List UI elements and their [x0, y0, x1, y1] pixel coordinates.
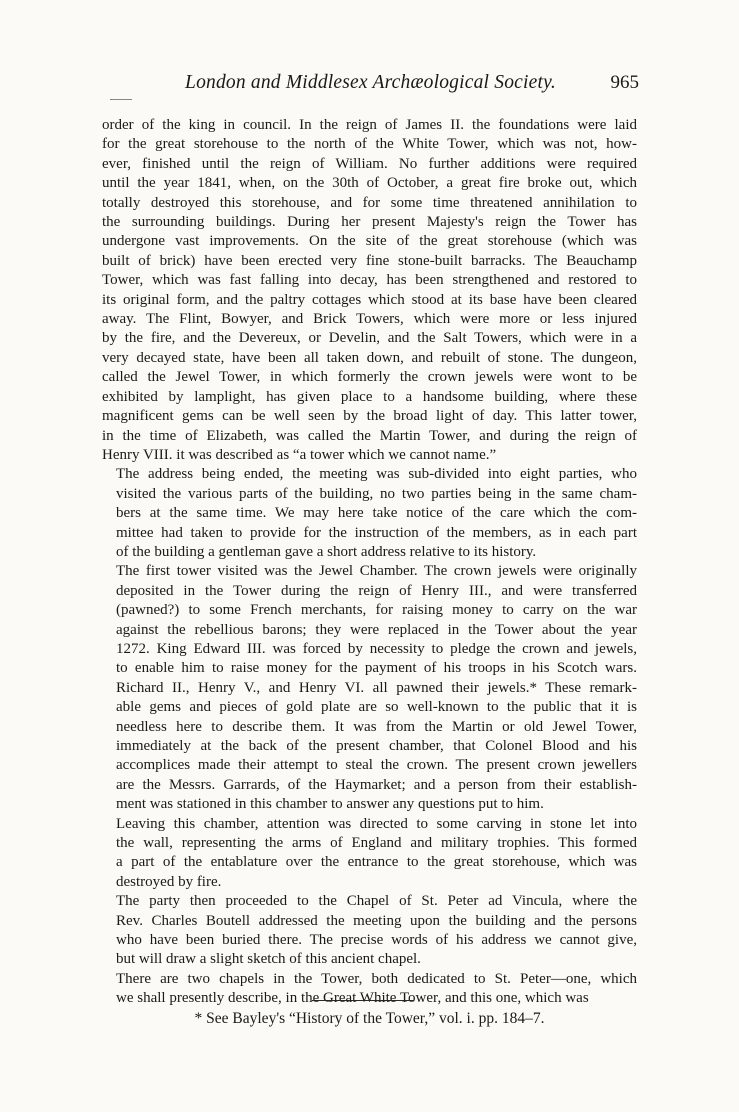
text-line: bers at the same time. We may here take notice of the care which the com-: [116, 505, 637, 522]
text-line: ever, finished until the reign of William. No further additions were required: [102, 155, 637, 172]
paragraph: [102, 116, 637, 465]
text-line: who have been buried there. The precise words of his address we cannot give,: [116, 932, 637, 949]
running-header: [102, 72, 639, 102]
text-line: the surrounding buildings. During her present Majesty's reign the Tower has: [102, 214, 637, 231]
text-line: but will draw a slight sketch of this ancient chapel.: [116, 951, 421, 968]
text-line: undergone vast improvements. On the site of the great storehouse (which was: [102, 233, 637, 250]
paragraph: [102, 815, 637, 893]
text-line: until the year 1841, when, on the 30th of October, a great fire broke out, which: [102, 175, 637, 192]
text-line: There are two chapels in the Tower, both dedicated to St. Peter—one, which: [116, 970, 637, 987]
text-line: we shall presently describe, in the Great White Tower, and this one, which was: [116, 990, 589, 1007]
text-line: The first tower visited was the Jewel Chamber. The crown jewels were originally: [116, 563, 637, 580]
text-line: the wall, representing the arms of England and military trophies. This formed: [116, 835, 637, 852]
text-line: order of the king in council. In the reign of James II. the foundations were laid: [102, 117, 637, 133]
text-line: needless here to describe them. It was from the Martin or old Jewel Tower,: [116, 718, 637, 735]
running-title: London and Middlesex Archæological Society.: [185, 72, 556, 93]
text-line: Rev. Charles Boutell addressed the meeting upon the building and the persons: [116, 912, 637, 929]
text-line: accomplices made their attempt to steal the crown. The present crown jewellers: [116, 757, 637, 774]
text-line: of the building a gentleman gave a short address relative to its history.: [116, 543, 537, 560]
text-line: a part of the entablature over the entrance to the great storehouse, which was: [116, 854, 637, 871]
paragraph: [102, 465, 637, 562]
text-line: in the time of Elizabeth, was called the Martin Tower, and during the reign of: [102, 427, 637, 444]
text-line: immediately at the back of the present chamber, that Colonel Blood and his: [116, 738, 637, 754]
text-line: magnificent gems can be well seen by the broad light of day. This latter tower,: [102, 408, 637, 425]
text-line: ment was stationed in this chamber to answer any questions put to him.: [116, 796, 544, 813]
text-line: by the fire, and the Devereux, or Develin, and the Salt Towers, which were in a: [102, 330, 637, 347]
text-line: able gems and pieces of gold plate are so well-known to the public that it is: [116, 699, 637, 716]
footnote: * See Bayley's “History of the Tower,” vol. i. pp. 184–7.: [194, 1010, 545, 1027]
text-line: called the Jewel Tower, in which formerly the crown jewels were wont to be: [102, 369, 637, 386]
text-line: for the great storehouse to the north of the White Tower, which was not, how-: [102, 136, 637, 153]
text-line: mittee had taken to provide for the instruction of the members, as in each part: [116, 524, 637, 541]
text-line: built of brick) have been erected very fine stone-built barracks. The Beauchamp: [102, 252, 637, 269]
text-line: are the Messrs. Garrards, of the Haymarket; and a person from their establish-: [116, 776, 637, 793]
text-line: 1272. King Edward III. was forced by necessity to pledge the crown and jewels,: [116, 640, 637, 657]
text-line: The address being ended, the meeting was sub-divided into eight parties, who: [116, 466, 637, 483]
paragraph: [102, 892, 637, 970]
text-line: destroyed by fire.: [116, 873, 222, 890]
paragraph: [102, 562, 637, 814]
text-line: visited the various parts of the building, no two parties being in the same cham-: [116, 485, 637, 502]
text-line: very decayed state, have been all taken down, and rebuilt of stone. The dungeon,: [102, 349, 637, 366]
text-line: to enable him to raise money for the payment of his troops in his Scotch wars.: [116, 660, 637, 677]
article-body: [102, 116, 637, 1009]
text-line: away. The Flint, Bowyer, and Brick Towers, which were more or less injured: [102, 311, 637, 328]
text-line: Henry VIII. it was described as “a tower which we cannot name.”: [102, 446, 497, 463]
footnote-rule: [312, 1000, 414, 1001]
text-line: exhibited by lamplight, has given place to a handsome building, where these: [102, 388, 637, 405]
text-line: against the rebellious barons; they were replaced in the Tower about the year: [116, 621, 637, 638]
text-line: its original form, and the paltry cottages which stood at its base have been cleared: [102, 291, 637, 308]
text-line: Richard II., Henry V., and Henry VI. all pawned their jewels.* These remark-: [116, 679, 637, 696]
text-line: The party then proceeded to the Chapel of St. Peter ad Vincula, where the: [116, 893, 637, 910]
header-rule-mark: [110, 99, 132, 100]
text-line: Leaving this chamber, attention was directed to some carving in stone let into: [116, 815, 637, 832]
text-line: totally destroyed this storehouse, and for some time threatened annihilation to: [102, 194, 637, 211]
page-number: 965: [610, 72, 639, 93]
text-line: (pawned?) to some French merchants, for raising money to carry on the war: [116, 602, 637, 619]
paragraph: [102, 970, 637, 1009]
text-line: deposited in the Tower during the reign of Henry III., and were transferred: [116, 582, 637, 599]
text-line: Tower, which was fast falling into decay, has been strengthened and restored to: [102, 272, 637, 289]
